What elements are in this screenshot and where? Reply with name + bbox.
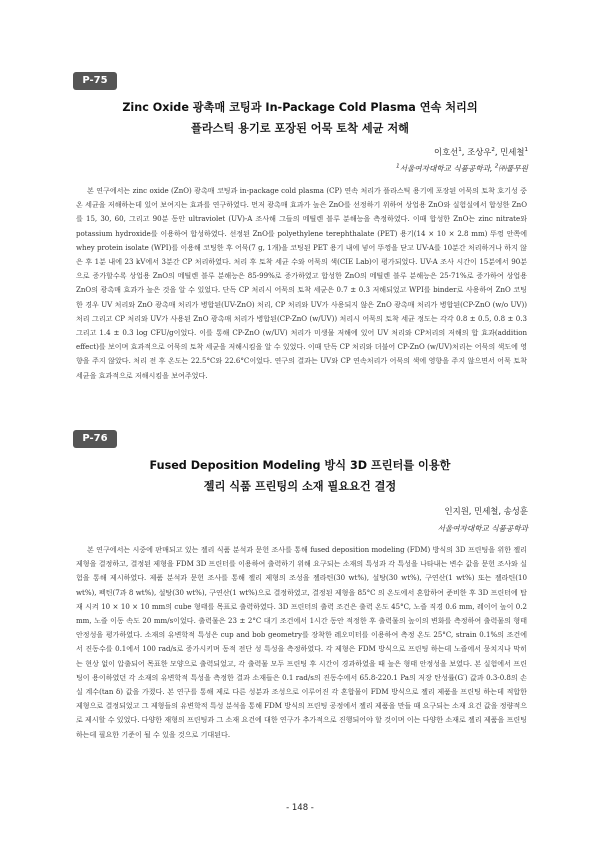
abstract-body-p75: 본 연구에서는 zinc oxide (ZnO) 광촉매 코팅과 in-package cold plasma (CP) 연속 처리가 플라스틱 용기에 포장된 어묵의 토착 호기성 중온 세균을 저해하는데 있어 보여지는 효과를 연구하였다. 먼저 광촉매 효과가 높은 ZnO를 선정하기 위하여 상업용 ZnO와 실험실에서 합성한 ZnO를 15, 30, 60, 그리고 90분 동안 ultraviolet (UV)-A 조사해 그들의 메틸렌 블루 분해능을 측정하였다. 이때 합성한 ZnO는 zinc nitrate와 potassium hydroxide를 이용하여 합성하였다. 선정된 ZnO를 polyethylene terephthalate (PET) 용기(14 × 10 × 2.8 mm) 뚜껑 안쪽에 whey protein isolate (WPI)를 이용해 코팅한 후 어묵(7 g, 1개)을 코팅된 PET 용기 내에 넣어 뚜껑을 닫고 UV-A를 10분간 처리하거나 하지 않은 후 1분 내에 23 kV에서 3분간 CP 처리하였다. 처리 후 토착 세균 수와 어묵의 색(CIE Lab)이 평가되었다. UV-A 조사 시간이 15분에서 90분으로 증가할수록 상업용 ZnO의 메틸렌 블루 분해능은 85-99%로 증가하였고 합성한 ZnO의 메틸렌 블루 분해능은 25-71%로 증가하여 상업용 ZnO의 광촉매 효과가 높은 것을 알 수 있었다. 단독 CP 처리시 어묵의 토착 세균은 0.7 ± 0.3 저해되었고 WPI를 binder로 사용하여 ZnO 코팅 한 경우 UV 처리와 ZnO 광촉매 처리가 병합된(UV-ZnO) 처리, CP 처리와 UV가 사용되지 않은 ZnO 광촉매 처리가 병합된(CP-ZnO (w/o UV)) 처리 그리고 CP 처리와 UV가 사용된 ZnO 광촉매 처리가 병합된(CP-ZnO (w/UV)) 처리시 어묵의 토착 세균 정도는 각각 0.8 ± 0.5, 0.8 ± 0.3 그리고 1.4 ± 0.3 log CFU/g이었다. 이를 통해 CP-ZnO (w/UV) 처리가 미생물 저해에 있어 UV 처리와 CP처리의 저해의 합 효과(addition effect)를 보이며 효과적으로 어묵의 토착 세균을 저해시킴을 알 수 있었다. 이때 단독 CP 처리와 더불어 CP-ZnO (w/UV)처리는 어묵의 색도에 영향을 주지 않았다. 처리 전 후 온도는 22.5°C와 22.6°C이었다. 연구의 결과는 UV와 CP 연속처리가 어묵의 색에 영향을 주지 않으면서 어묵 토착 세균을 효과적으로 저해시킴을 보여주었다. xyxy=(76,186,527,380)
title-line-1: Fused Deposition Modeling 방식 3D 프린터를 이용한 xyxy=(149,459,451,472)
affil-mark: 1 xyxy=(396,163,400,170)
author-affil-mark: 1 xyxy=(524,147,528,154)
affil-name: 서울여자대학교 식품공학과, xyxy=(399,164,495,173)
author-affil-mark: 2 xyxy=(491,147,495,154)
title-line-1: Zinc Oxide 광촉매 코팅과 In-Package Cold Plasma 연속 처리의 xyxy=(122,101,478,114)
abstract-body-p76: 본 연구에서는 시중에 판매되고 있는 젤리 식품 분석과 문헌 조사를 통해 fused deposition modeling (FDM) 방식의 3D 프린팅을 위한 젤리 제형을 결정하고, 결정된 제형을 FDM 3D 프린터를 이용하여 출력하기 위해 요구되는 소재의 특성과 각 특성을 나타내는 변수 값을 문헌 조사와 실험을 통해 제시하였다. 제품 분석과 문헌 조사를 통해 젤리 제형의 조성을 젤라틴(30 wt%), 설탕(30 wt%), 구연산(1 wt%) 또는 젤라틴(10 wt%), 펙틴(7과 8 wt%), 설탕(30 wt%), 구연산(1 wt%)으로 결정하였고, 결정된 제형을 85°C 의 온도에서 혼합하여 준비한 후 3D 프린터에 탑재 시켜 10 × 10 × 10 mm의 cube 형태를 목표로 출력하였다. 3D 프린터의 출력 조건은 출력 온도 45°C, 노즐 직경 0.6 mm, 레이어 높이 0.2 mm, 노즐 이동 속도 20 mm/s이었다. 출력물은 23 ± 2°C 대기 조건에서 1시간 동안 적정한 후 출력물의 높이의 변화를 측정하여 출력물의 형태 안정성을 평가하였다. 소재의 유변학적 특성은 cup and bob geometry를 장착한 레오미터를 이용하여 측정 온도 25°C, strain 0.1%의 조건에서 진동수를 0.1에서 100 rad/s로 증가시키며 동적 전단 성 특성을 측정하였다. 각 제형은 FDM 방식으로 프린팅 하는데 노즐에서 뭉치지나 막히는 현상 없이 압출되어 목표한 모양으로 출력되었고, 각 출력물 모두 프린팅 후 시간이 경과하였을 때 높은 형태 안정성을 보였다. 본 실험에서 프린팅이 용이하였던 각 소재의 유변학적 특성을 측정한 결과 소재들은 0.1 rad/s의 진동수에서 65.8-220.1 Pa의 저장 탄성률(G′) 값과 0.3-0.8의 손실 계수(tan δ) 값을 가졌다. 본 연구를 통해 제로 다른 성분과 조성으로 이루어진 각 혼합물이 FDM 방식으로 젤리 제품을 프린팅 하는데 적합한 제형으로 결정되었고 그 제형들의 유변학적 특성 분석을 통해 FDM 방식의 프린팅 공정에서 젤리 제품을 만들 때 요구되는 소재 요건 값을 정량적으로 제시할 수 있었다. 다양한 재형의 프린팅과 그 소재 요건에 대한 연구가 추가적으로 진행되어야 할 것이며 이는 다양한 소재로 젤리 제품을 프린팅 하는데 필요한 기준이 될 수 있을 것으로 기대된다. xyxy=(76,545,527,739)
affil-mark: 2 xyxy=(494,163,499,170)
page-number: - 148 - xyxy=(286,803,314,813)
author-name: , 조상우 xyxy=(461,147,492,157)
abstract-badge-p75: P-75 xyxy=(73,72,117,90)
affil-name: ㈜풀무원 xyxy=(498,164,528,173)
abstract-title-p76 xyxy=(60,455,540,497)
title-line-2: 젤리 식품 프린팅의 소재 필요요건 결정 xyxy=(203,480,397,493)
abstract-badge-p76: P-76 xyxy=(73,430,117,448)
author-name: , 민세철 xyxy=(494,147,525,157)
affiliation-p76: 서울여자대학교 식품공학과 xyxy=(437,524,528,533)
author-name: 이호선 xyxy=(434,147,459,157)
affiliation-p75 xyxy=(396,163,528,174)
author-list-p75 xyxy=(434,146,528,158)
author-affil-mark: 1 xyxy=(458,147,462,154)
abstract-title-p75 xyxy=(60,97,540,139)
title-line-2: 플라스틱 용기로 포장된 어묵 토착 세균 저해 xyxy=(191,122,409,135)
author-list-p76: 인지원, 민세철, 송성훈 xyxy=(444,506,528,516)
